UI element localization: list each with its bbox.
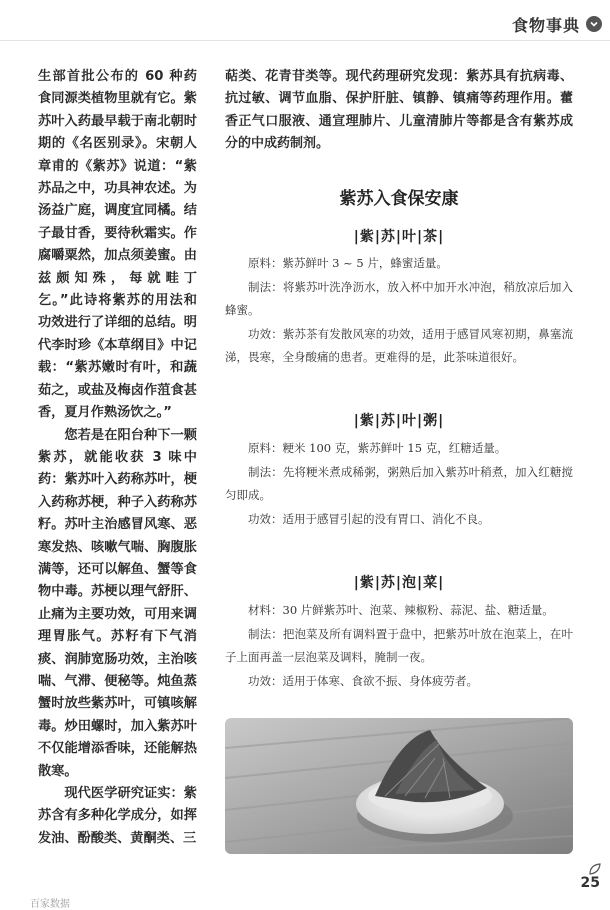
left-paragraph-3: 现代医学研究证实：紫苏含有多种化学成分，如挥发油、酚酸类、黄酮类、三 [38, 786, 197, 846]
left-column [38, 66, 197, 866]
recipe-title-kimchi: |紫|苏|泡|菜| [353, 575, 445, 591]
right-column [225, 66, 573, 688]
header-divider [0, 40, 610, 41]
column-title: 食物事典 [511, 15, 580, 35]
recipe-title-tea: |紫|苏|叶|茶| [353, 229, 445, 245]
leaf-icon [588, 862, 602, 876]
right-intro-paragraph: 萜类、花青苷类等。现代药理研究发现：紫苏具有抗病毒、抗过敏、调节血脂、保护肝脏、镇静、镇痛等药理作用。藿香正气口服液、通宣理肺片、儿童清肺片等都是含有紫苏成分的中成药制剂。 [225, 69, 573, 152]
chevron-down-icon [586, 16, 602, 32]
recipe-tea-effect: 功效：紫苏茶有发散风寒的功效，适用于感冒风寒初期，鼻塞流涕，畏寒，全身酸痛的患者。更难得的是，此茶味道很好。 [225, 326, 573, 364]
page-number: 25 [580, 875, 600, 891]
recipe-porridge-method: 制法：先将粳米煮成稀粥，粥熟后加入紫苏叶稍煮，加入红糖搅匀即成。 [225, 464, 573, 502]
footer-text: 百家数据 [30, 899, 70, 910]
recipe-title-porridge: |紫|苏|叶|粥| [353, 413, 445, 429]
recipe-kimchi-ingredients: 材料：30 片鲜紫苏叶、泡菜、辣椒粉、蒜泥、盐、糖适量。 [248, 603, 554, 617]
section-title: 紫苏入食保安康 [339, 189, 459, 209]
recipe-tea [225, 252, 573, 370]
recipe-kimchi-method: 制法：把泡菜及所有调料置于盘中，把紫苏叶放在泡菜上，在叶子上面再盖一层泡菜及调料，腌制一夜。 [225, 626, 573, 664]
recipe-kimchi-effect: 功效：适用于体寒、食欲不振、身体疲劳者。 [248, 673, 478, 688]
recipe-porridge-effect: 功效：适用于感冒引起的没有胃口、消化不良。 [248, 511, 490, 526]
recipe-tea-method: 制法：将紫苏叶洗净沥水，放入杯中加开水冲泡，稍放凉后加入蜂蜜。 [225, 279, 573, 317]
recipe-porridge-ingredients: 原料：粳米 100 克，紫苏鲜叶 15 克，红糖适量。 [248, 441, 507, 455]
page-header [512, 12, 602, 36]
left-paragraph-1: 生部首批公布的 60 种药食同源类植物里就有它。紫苏叶入药最早载于南北朝时期的《名医别录》。宋朝人章甫的《紫苏》说道：“紫苏品之中，功具神农述。为汤益广庭，调度宜同橘。结子最甘香，要待秋霜实。作腐嚼粟然，加点须姜蜜。由兹颇知殊，每就畦丁乞。”此诗将紫苏的用法和功效进行了详细的总结。明代李时珍《本草纲目》中记载：“紫苏嫩时有叶，和蔬茹之，或盐及梅卤作菹食甚香，夏月作熟汤饮之。” [38, 69, 197, 421]
recipe-porridge [225, 437, 573, 531]
recipe-kimchi [225, 599, 573, 693]
left-paragraph-2: 您若是在阳台种下一颗紫苏，就能收获 3 味中药：紫苏叶入药称苏叶，梗入药称苏梗，种子入药称苏籽。苏叶主治感冒风寒、恶寒发热、咳嗽气喘、胸腹胀满等，还可以解鱼、蟹等食物中毒。苏梗以理气舒肝、止痛为主要功效，可用来调理胃胀气。苏籽有下气消痰、润肺宽肠功效，主治咳喘、气滞、便秘等。炖鱼蒸蟹时放些紫苏叶，可镇咳解毒。炒田螺时，加入紫苏叶不仅能增添香味，还能解热散寒。 [38, 427, 197, 779]
perilla-leaves-bowl-image [225, 718, 573, 854]
recipe-tea-ingredients: 原料：紫苏鲜叶 3 ~ 5 片，蜂蜜适量。 [248, 256, 448, 270]
